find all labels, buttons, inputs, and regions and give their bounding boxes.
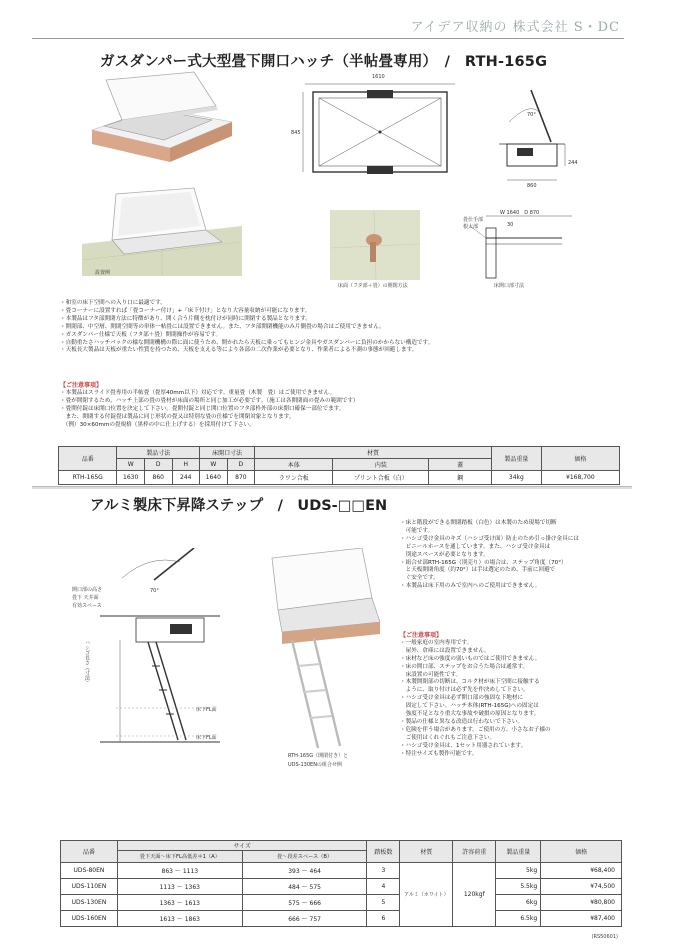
td xyxy=(117,895,242,911)
warning: ・木製開閉部の切断は、コルク材が床下空間に接触する xyxy=(400,679,540,686)
th: 品番 xyxy=(59,447,117,471)
th: 本体 xyxy=(255,459,333,471)
opening-method-photo xyxy=(330,210,420,280)
tilde: 〜 xyxy=(174,868,181,875)
detail-label1: 畳仕手部 xyxy=(463,217,484,223)
note: ・畳コーナーに設置すれば「畳コーナー付け」+「床下付け」となり大容量収納が可能になります。 xyxy=(60,307,311,314)
rth-spec-table xyxy=(58,446,620,485)
section1-title: ガスダンパー式大型畳下開口ハッチ（半帖畳専用） / RTH-165G xyxy=(100,54,548,70)
warning: ・本製品はスライド畳専用の半帖畳（畳厚40mm以下）対応です。重量畳（木製 畳）はご使用できません。 xyxy=(60,389,336,396)
hatch-side-drawing xyxy=(495,82,575,190)
side-angle-dim: 70° xyxy=(527,112,536,118)
warning: 固定して下さい。ハッチ本体(RTH-165G)への固定は xyxy=(400,703,539,710)
td: プリント合板（白） xyxy=(333,471,429,485)
range-max: 575 xyxy=(309,884,321,891)
tilde: 〜 xyxy=(176,884,183,891)
td xyxy=(242,863,367,879)
ladder-photo xyxy=(268,548,383,750)
range-min: 1613 xyxy=(159,916,175,923)
photo3-caption: 床面（フタ部＋畳）の開閉方法 xyxy=(338,283,408,289)
td: 1640 xyxy=(200,471,228,485)
td xyxy=(242,895,367,911)
range-max: 666 xyxy=(309,900,321,907)
th: 内装 xyxy=(333,459,429,471)
tilde: 〜 xyxy=(301,884,308,891)
td: 6kg xyxy=(496,895,541,911)
note: と天板開閉角度（約70°）は手は選定のため、手前に回避で xyxy=(400,567,556,574)
th: W xyxy=(117,459,145,471)
range-min: 666 xyxy=(288,916,300,923)
th: 製品寸法 xyxy=(117,447,200,459)
td: ¥74,500 xyxy=(541,879,622,895)
warning: また、開閉する付錠畳は製品に同じ形状の畳又は特別な畳の仕様でを開閉対象となります。 xyxy=(60,413,295,420)
diagram-label-2: 畳下 天井面 xyxy=(72,595,99,601)
range-max: 757 xyxy=(309,916,321,923)
hatch-photo-open xyxy=(82,70,242,162)
range-max: 1613 xyxy=(184,900,201,907)
range-max: 1113 xyxy=(182,868,199,875)
th: 材質 xyxy=(255,447,492,459)
range-min: 393 xyxy=(288,868,300,875)
warning: ・畳開付錠は床開口位置を決定して下さい。畳開付錠と同じ開口位置のフタ部枠外部の床開口確保一部位でます。 xyxy=(60,405,345,412)
warning: ・ハシゴ受け金具は、1セット用器されています。 xyxy=(400,742,527,749)
section2-notes xyxy=(400,520,579,591)
note: ・自動重たさハッチバックの様な開閉機構の際に面に使うため、開かれたら天板に乗ってもヒンジ金具やガスダンパーに負担のかからない構造です。 xyxy=(60,339,434,346)
td: 6 xyxy=(367,911,400,927)
th: H xyxy=(172,459,200,471)
side-height-dim: 244 xyxy=(568,160,578,166)
th: 床開口寸法 xyxy=(200,447,255,459)
note: ビニールホースを通しています。また、ハシゴ受け金具は xyxy=(400,543,551,550)
plan-height-dim: 845 xyxy=(291,130,301,136)
note: ・床と階段ができる開閉踏板（白色）は木製のため現場で切断 xyxy=(400,520,557,526)
range-min: 575 xyxy=(288,900,300,907)
detail-label2: 根太部 xyxy=(463,224,479,230)
hatch-plan-drawing xyxy=(295,80,465,180)
td: 5 xyxy=(367,895,400,911)
td: ラワン合板 xyxy=(255,471,333,485)
td: アルミ（ホワイト） xyxy=(400,863,453,927)
td: 1630 xyxy=(117,471,145,485)
th: 踏板数 xyxy=(367,841,400,863)
section2-warnings xyxy=(400,632,551,759)
td xyxy=(242,879,367,895)
th: D xyxy=(227,459,255,471)
warning: ・床材など床の強度の弱いものではご使用できません。 xyxy=(400,655,541,662)
warning: ・一般家庭の室内専用です。 xyxy=(400,639,473,646)
th: D xyxy=(144,459,172,471)
td: 5.5kg xyxy=(496,879,541,895)
th: 蓋 xyxy=(429,459,492,471)
note: ・本製品は床下用のみで室内へのご使用はできません。 xyxy=(400,583,541,590)
side-width-dim: 860 xyxy=(527,183,537,189)
note: ・和室の床下空間への入り口に最適です。 xyxy=(60,300,166,306)
td: 860 xyxy=(144,471,172,485)
diagram-label-1: 開口部の高さ xyxy=(72,587,103,593)
range-max: 1363 xyxy=(184,884,201,891)
th: 価格 xyxy=(541,447,619,471)
diagram-angle: 70° xyxy=(150,588,159,594)
td: 4 xyxy=(367,879,400,895)
footer-code: (RS50601) xyxy=(591,934,618,940)
note: ・ハシゴ受け金具のキズ（ハシゴ受け面）防止のため引っ掛け金具には xyxy=(400,535,579,542)
warning: ・製品の仕様と異なる改造は行わないで下さい。 xyxy=(400,718,524,725)
td: UDS-160EN xyxy=(61,911,118,927)
note: ・組合せ部RTH-165G（別売り）の場合は、ステップ角度（70°） xyxy=(400,559,567,566)
section1-notes xyxy=(60,300,433,355)
range-min: 1363 xyxy=(159,900,175,907)
tilde: 〜 xyxy=(301,916,308,923)
td: ¥168,700 xyxy=(541,471,619,485)
td: 6.5kg xyxy=(496,911,541,927)
td xyxy=(117,863,242,879)
th: W xyxy=(200,459,228,471)
warning: ように、取り付けは必ず先を作決めして下さい。 xyxy=(400,687,529,694)
range-min: 484 xyxy=(288,884,300,891)
detail-num: 30 xyxy=(507,222,514,228)
ladder-photo-caption2: UDS-130ENの組合せ例 xyxy=(288,762,342,768)
install-example-photo xyxy=(82,186,242,276)
th: 価格 xyxy=(541,841,622,863)
td: UDS-130EN xyxy=(61,895,118,911)
td: 5kg xyxy=(496,863,541,879)
note: ぐ安全です。 xyxy=(400,575,439,582)
diagram-label-3: 有効スペース xyxy=(72,603,102,609)
brand-header: アイデア収納の 株式会社 S・DC xyxy=(410,20,620,35)
td xyxy=(117,911,242,927)
tilde: 〜 xyxy=(301,868,308,875)
warning-title: 【ご注意事項】 xyxy=(60,382,103,389)
note: ・ガスダンパー仕様で天板（フタ部＋畳）開閉操作が容易です。 xyxy=(60,331,222,338)
th: サイズ xyxy=(117,841,367,851)
td: RTH-165G xyxy=(59,471,117,485)
range-min: 1113 xyxy=(159,884,175,891)
td: ¥80,800 xyxy=(541,895,622,911)
th: 品番 xyxy=(61,841,118,863)
range-max: 464 xyxy=(309,868,321,875)
plan-width-dim: 1610 xyxy=(372,74,385,80)
warning: ・ハシゴ受け金具は必ず開口部の強固な下地材に xyxy=(400,695,524,702)
td: 870 xyxy=(227,471,255,485)
warning: ・特注サイズも製作可能です。 xyxy=(400,750,478,757)
th: 製品重量 xyxy=(492,447,542,471)
td xyxy=(242,911,367,927)
header-rule xyxy=(32,38,624,39)
note: ・天板長大製品は天板が重たい性質を持つため、天板を支える等により各部の二次作業が必要となり、作業者による不測の事態が回避します。 xyxy=(60,347,418,354)
warning: 床設置の可能性です。 xyxy=(400,671,462,678)
diagram-vertical-label: ハシゴ長さ（寸法） xyxy=(84,640,90,685)
warning: ご使用はくれぐれもご注意下さい。 xyxy=(400,734,496,741)
th: 製品重量 xyxy=(496,841,541,863)
warning: 屋外、倉庫には設置できません。 xyxy=(400,647,490,654)
th: 許容荷重 xyxy=(453,841,496,863)
note: 可能です。 xyxy=(400,527,434,534)
td: 244 xyxy=(172,471,200,485)
td xyxy=(117,879,242,895)
td: ¥68,400 xyxy=(541,863,622,879)
detail-caption: 床開口部寸法 xyxy=(494,283,525,289)
diagram-label-4: 床下FL面 xyxy=(196,707,217,713)
note: ・開閉部、中空層、開閉空間等の単体一帖畳には設置できません。また、フタ部開閉機能のみ片側畳の場合はご使用できません。 xyxy=(60,323,385,330)
warning: （例）30×60mmの畳規格（黒枠の中に仕上げする）を採用付けて下さい。 xyxy=(60,421,255,428)
tilde: 〜 xyxy=(176,900,183,907)
section1-warnings xyxy=(60,382,359,429)
note: ・本製品はフタ部開閉方法に特徴があり、開く合う片側を枕付けが同時に開閉する製品となります。 xyxy=(60,315,311,322)
warning: ・床の開口部、ステップをお合うた場合は通常す。 xyxy=(400,663,529,670)
detail-top-dim: W 1640 D 870 xyxy=(500,210,540,216)
ladder-photo-caption1: RTH-165G（開閉付き）と xyxy=(288,753,349,759)
warning-title: 【ご注意事項】 xyxy=(400,632,443,639)
th: 材質 xyxy=(400,841,453,863)
td: 鋼 xyxy=(429,471,492,485)
tilde: 〜 xyxy=(301,900,308,907)
th: 畳下天面〜床下FL高低差＊1（A） xyxy=(117,851,242,863)
td: UDS-80EN xyxy=(61,863,118,879)
section-divider xyxy=(32,486,632,489)
note: 別途スペースが必要となります。 xyxy=(400,551,489,558)
td: UDS-110EN xyxy=(61,879,118,895)
td: 120kgf xyxy=(453,863,496,927)
td: 3 xyxy=(367,863,400,879)
td: 34kg xyxy=(492,471,542,485)
photo2-caption: 設置例 xyxy=(95,270,111,276)
section2-title: アルミ製床下昇降ステップ / UDS-□□EN xyxy=(90,498,388,514)
warning: ・危険を伴う場合があります。ご使用の方、小さなお子様の xyxy=(400,726,551,733)
td: ¥87,400 xyxy=(541,911,622,927)
tilde: 〜 xyxy=(176,916,183,923)
th: 畳〜段差スペース（B） xyxy=(242,851,367,863)
range-min: 863 xyxy=(161,868,173,875)
warning: ・畳が開閉するため、ハッチ上部の畳の畳材が床面の場所と同じ加工が必要です。（施工は各開閉面の畳みの範囲です） xyxy=(60,397,359,404)
range-max: 1863 xyxy=(184,916,201,923)
warning: 強度不足となり重大な事故や破損の原因となります。 xyxy=(400,711,540,718)
diagram-label-5: 床下FL面 xyxy=(196,735,217,741)
uds-spec-table xyxy=(60,840,622,927)
